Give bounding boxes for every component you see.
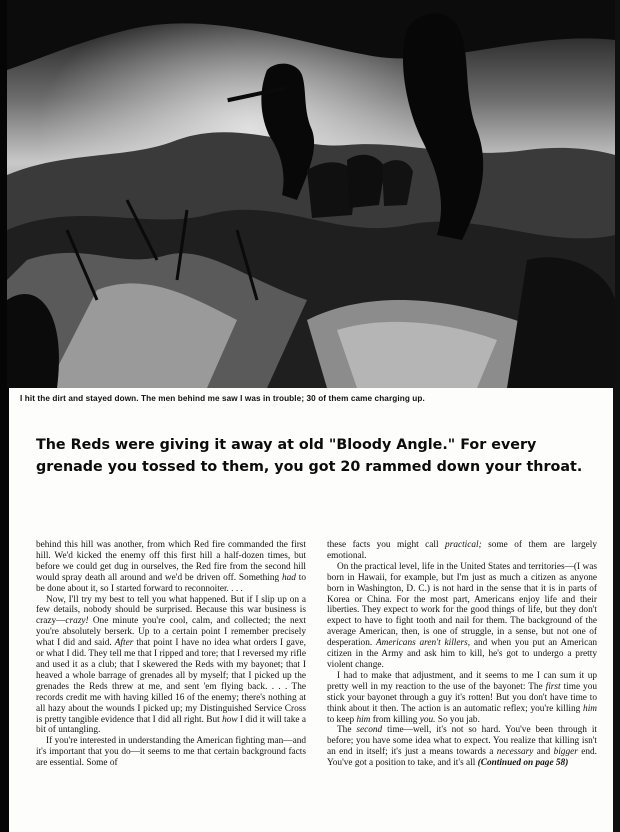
left-paragraph-3: If you're interested in understanding the American fighting man—and it's important that you do—it seems to me that certain background facts are essential. Some of [36, 736, 306, 769]
headline-line-2: grenade you tossed to them, you got 20 rammed down your throat. [36, 459, 583, 475]
photo-caption: I hit the dirt and stayed down. The men behind me saw I was in trouble; 30 of them came charging up. [20, 394, 425, 403]
headline [36, 434, 596, 478]
right-paragraph-1: these facts you might call practical; some of them are largely emotional. [327, 540, 597, 561]
right-paragraph-2: On the practical level, life in the United States and territories—(I was born in Hawaii, for example, but I'm just as much a citizen as anyone born in Washington, D. C.) is not hard in the sense that it is in parts of Korea or China. For the most part, Americans enjoy life and their liberties. They expect to work for the good things of life, but they don't expect to have to fight tooth and nail for them. The background of the average American, then, is one of struggle, in a sense, but not one of desperation. Americans aren't killers, and when you put an American citizen in the Army and ask him to kill, he's got to undergo a pretty violent change. [327, 561, 597, 670]
left-paragraph-1: behind this hill was another, from which Red fire commanded the first hill. We'd kicked the enemy off this first hill a half-dozen times, but before we could get dug in ourselves, the Red fire from the second hill would spray death all around and we'd be driven off. Something had to be done about it, so I started forward to reconnoiter. . . . [36, 540, 306, 594]
right-paragraph-3: I had to make that adjustment, and it seems to me I can sum it up pretty well in my reaction to the use of the bayonet: The first time you stick your bayonet through a guy it's rotten! But you don't have time to think about it then. The action is an automatic reflex; you're killing him to keep him from killing you. So you jab. [327, 670, 597, 725]
right-paragraph-4: The second time—well, it's not so hard. You've been through it before; you have some idea what to expect. You realize that killing isn't an end in itself; it's just a means towards a necessary and bigger end. You've got a position to take, and it's all (Continued on page 58) [327, 725, 598, 769]
left-paragraph-2: Now, I'll try my best to tell you what happened. But if I slip up on a few details, nobody should be surprised. Because this war business is crazy—crazy! One minute you're cool, calm, and collected; the next you're absolutely berserk. Up to a certain point I remember precisely what I did and said. After that point I have no idea what orders I gave, or what I did. They tell me that I ripped and tore; that I reversed my rifle and used it as a club; that I skewered the Reds with my bayonet; that I heaved a whole barrage of grenades all by myself; that I picked up the grenades the Reds threw at me, and sent 'em flying back. . . . The records credit me with having killed 16 of the enemy; there's nothing at all hazy about the wounds I picked up; my Distinguished Service Cross is pretty tangible evidence that I did all right. But how I did it will take a bit of untangling. [36, 594, 306, 736]
article-column-right [327, 540, 597, 769]
battle-photo [7, 0, 615, 388]
battle-photo-illustration [7, 0, 615, 388]
headline-line-1: The Reds were giving it away at old "Bloody Angle." For every [36, 437, 537, 453]
article-column-left [36, 540, 306, 769]
